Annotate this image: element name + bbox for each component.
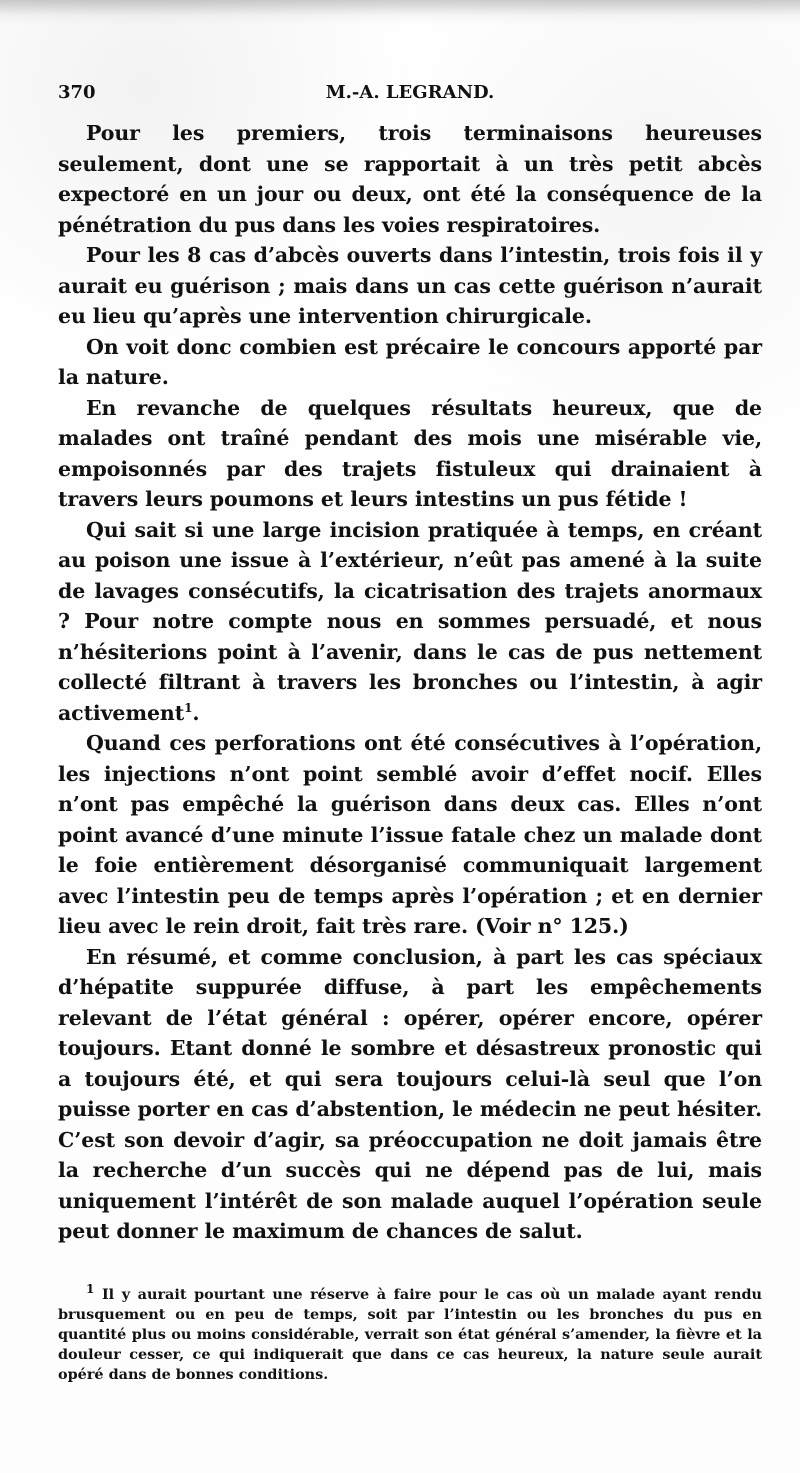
running-head-author: M.-A. LEGRAND. (325, 82, 495, 103)
paragraph-4: En revanche de quelques résultats heureux, que de malades ont traîné pendant des mois une misérable vie, empoisonnés par des trajets fistuleux qui drainaient à travers leurs poumons et leurs intestins un pus fétide ! (58, 395, 762, 511)
main-text (58, 118, 762, 1247)
paragraph-5-text: Qui sait si une large incision pratiquée à temps, en créant au poison une issue à l’extérieur, n’eût pas amené à la suite de lavages consécutifs, la cicatrisation des trajets anormaux ? Pour notre compte nous en sommes persuadé, et nous n’hésiterions point à l’avenir, dans le cas de pus nettement collecté filtrant à travers les bronches ou l’intestin, à agir activement (58, 517, 762, 725)
paragraph-5 (58, 515, 762, 729)
page-header (58, 82, 762, 110)
scan-top-edge-shadow (0, 0, 800, 26)
paragraph-7: En résumé, et comme conclusion, à part les cas spéciaux d’hépatite suppurée diffuse, à part les empêchements relevant de l’état général : opérer, opérer encore, opérer toujours. Etant donné le sombre et désastreux pronostic qui a toujours été, et qui sera toujours celui-là seul que l’on puisse porter en cas d’abstention, le médecin ne peut hésiter. C’est son devoir d’agir, sa préoccupation ne doit jamais être la recherche d’un succès qui ne dépend pas de lui, mais uniquement l’intérêt de son malade auquel l’opération seule peut donner le maximum de chances de salut. (58, 944, 762, 1243)
footnote-text: Il y aurait pourtant une réserve à faire pour le cas où un malade ayant rendu brusquement ou en peu de temps, soit par l’intestin ou les bronches du pus en quantité plus ou moins considérable, verrait son état général s’amender, la fièvre et la douleur cesser, ce qui indiquerait que dans ce cas heureux, la nature seule aurait opéré dans de bonnes conditions. (58, 1286, 762, 1383)
page-number: 370 (58, 82, 96, 103)
paragraph-5-tail: . (192, 700, 200, 725)
paragraph-3: On voit donc combien est précaire le concours apporté par la nature. (58, 334, 762, 389)
paragraph-2: Pour les 8 cas d’abcès ouverts dans l’intestin, trois fois il y aurait eu guérison ; mais dans un cas cette guérison n’aurait eu lieu qu’après une intervention chirurgicale. (58, 243, 762, 328)
footnote-number: 1 (86, 1282, 95, 1297)
footnote (58, 1282, 762, 1385)
footnote-reference-marker: 1 (184, 700, 193, 715)
paragraph-1: Pour les premiers, trois terminaisons heureuses seulement, dont une se rapportait à un très petit abcès expectoré en un jour ou deux, ont été la conséquence de la pénétration du pus dans les voies respiratoires. (58, 121, 762, 237)
paragraph-6: Quand ces perforations ont été consécutives à l’opération, les injections n’ont point semblé avoir d’effet nocif. Elles n’ont pas empêché la guérison dans deux cas. Elles n’ont point avancé d’une minute l’issue fatale chez un malade dont le foie entièrement désorganisé communiquait largement avec l’intestin peu de temps après l’opération ; et en dernier lieu avec le rein droit, fait très rare. (Voir n° 125.) (58, 731, 762, 938)
footnote-paragraph (58, 1282, 762, 1385)
